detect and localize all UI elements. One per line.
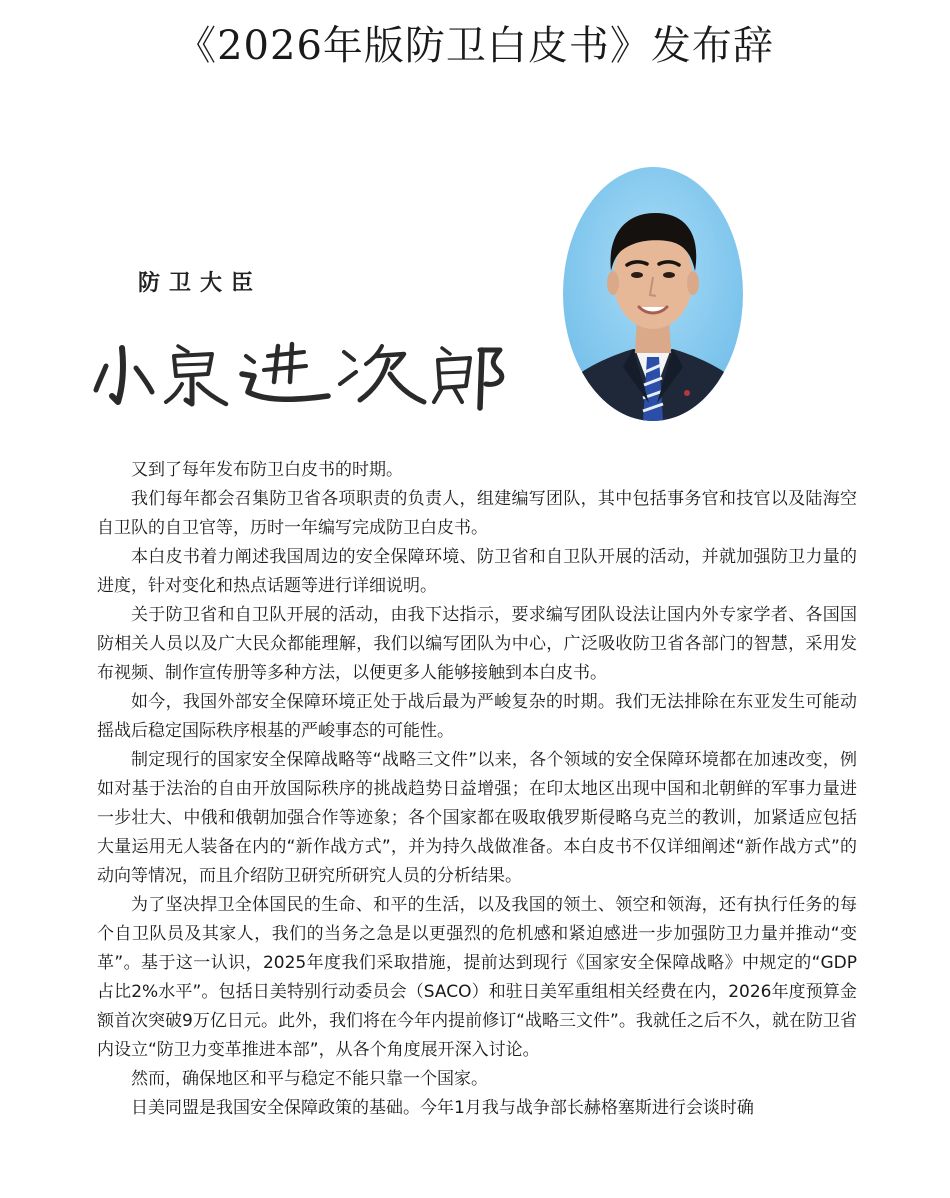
body-text — [97, 456, 857, 1123]
minister-portrait — [563, 167, 743, 421]
paragraph: 又到了每年发布防卫白皮书的时期。 — [131, 460, 403, 480]
paragraph: 为了坚决捍卫全体国民的生命、和平的生活，以及我国的领土、领空和领海，还有执行任务的每个自卫队员及其家人，我们的当务之急是以更强烈的危机感和紧迫感进一步加强防卫力量并推动“变革”。基于这一认识，2025年度我们采取措施，提前达到现行《国家安全保障战略》中规定的“GDP占比2%水平”。包括日美特别行动委员会（SACO）和驻日美军重组相关经费在内，2026年度预算金额首次突破9万亿日元。此外，我们将在今年内提前修订“战略三文件”。我就任之后不久，就在防卫省内设立“防卫力变革推进本部”，从各个角度展开深入讨论。 — [97, 895, 857, 1060]
paragraph: 制定现行的国家安全保障战略等“战略三文件”以来，各个领域的安全保障环境都在加速改变，例如对基于法治的自由开放国际秩序的挑战趋势日益增强；在印太地区出现中国和北朝鲜的军事力量进一步壮大、中俄和俄朝加强合作等迹象；各个国家都在吸取俄罗斯侵略乌克兰的教训，加紧适应包括大量运用无人装备在内的“新作战方式”，并为持久战做准备。本白皮书不仅详细阐述“新作战方式”的动向等情况，而且介绍防卫研究所研究人员的分析结果。 — [97, 750, 857, 886]
paragraph: 日美同盟是我国安全保障政策的基础。今年1月我与战争部长赫格塞斯进行会谈时确 — [131, 1098, 754, 1118]
paragraph: 然而，确保地区和平与稳定不能只靠一个国家。 — [131, 1069, 488, 1089]
paragraph: 关于防卫省和自卫队开展的活动，由我下达指示，要求编写团队设法让国内外专家学者、各国国防相关人员以及广大民众都能理解，我们以编写团队为中心，广泛吸收防卫省各部门的智慧，采用发布视频、制作宣传册等多种方法，以便更多人能够接触到本白皮书。 — [97, 605, 857, 683]
paragraph: 如今，我国外部安全保障环境正处于战后最为严峻复杂的时期。我们无法排除在东亚发生可能动摇战后稳定国际秩序根基的严峻事态的可能性。 — [97, 692, 857, 741]
paragraph: 本白皮书着力阐述我国周边的安全保障环境、防卫省和自卫队开展的活动，并就加强防卫力量的进度，针对变化和热点话题等进行详细说明。 — [97, 547, 857, 596]
paragraph: 我们每年都会召集防卫省各项职责的负责人，组建编写团队，其中包括事务官和技官以及陆海空自卫队的自卫官等，历时一年编写完成防卫白皮书。 — [97, 489, 857, 538]
document-title: 《2026年版防卫白皮书》发布辞 — [176, 23, 774, 69]
handwritten-signature — [92, 338, 512, 418]
minister-role-label: 防卫大臣 — [138, 271, 263, 296]
